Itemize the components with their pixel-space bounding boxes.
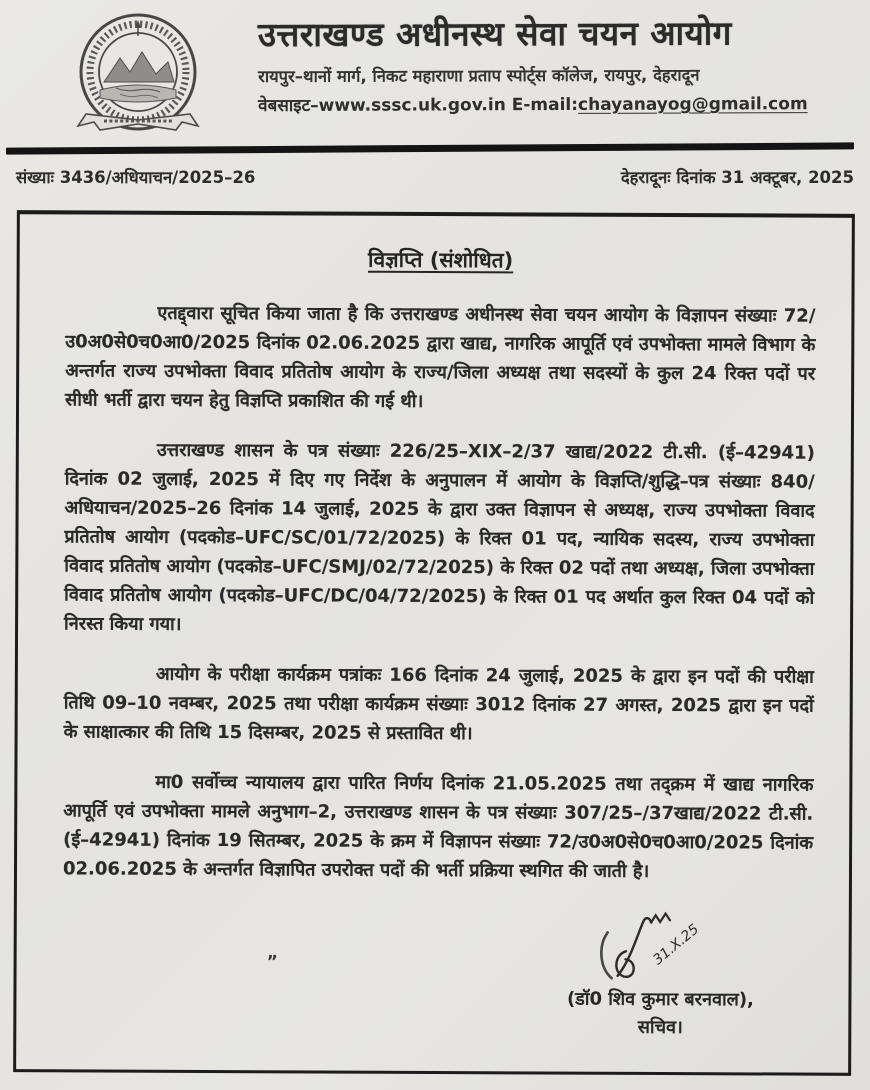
signatory-name: (डॉ0 शिव कुमार बरनवाल), [566,988,754,1011]
letterhead [0,0,870,140]
email-label: E-mail: [511,94,579,116]
notice-paragraph-1: एतद्द्वारा सूचित किया जाता है कि उत्तराखण्ड अधीनस्थ सेवा चयन आयोग के विज्ञापन संख्याः 72/उ0अ0से0च0आ0/2025 दिनांक 02.06.2025 द्वारा खाद्य, नागरिक आपूर्ति एवं उपभोक्ता मामले विभाग के अन्तर्गत राज्य उपभोक्ता विवाद प्रतितोष आयोग के राज्य/जिला अध्यक्ष तथा सदस्यों के कुल 24 रिक्त पदों पर सीधी भर्ती द्वारा चयन हेतु विज्ञप्ति प्रकाशित की गई थी। [65,302,816,412]
notice-paragraph-4: मा0 सर्वोच्च न्यायालय द्वारा पारित निर्णय दिनांक 21.05.2025 तथा तद्क्रम में खाद्य नागरिक आपूर्ति एवं उपभोक्ता मामले अनुभाग–2, उत्तराखण्ड शासन के पत्र संख्याः 307/25–/37खाद्य/2022 टी.सी.(ई–42941) दिनांक 19 सितम्बर, 2025 के क्रम में विज्ञापन संख्याः 72/उ0अ0से0च0आ0/2025 दिनांक 02.06.2025 के अन्तर्गत विज्ञापित उपरोक्त पदों की भर्ती प्रक्रिया स्थगित की जाती है। [62,771,814,882]
header-divider-rule [6,142,854,154]
notice-body-box [13,210,855,1076]
org-name: उत्तराखण्ड अधीनस्थ सेवा चयन आयोग [257,13,732,55]
letterhead-text [258,9,858,116]
notice-paragraph-3: आयोग के परीक्षा कार्यक्रम पत्रांकः 166 दिनांक 24 जुलाई, 2025 के द्वारा इन पदों की परीक्षा तिथि 09–10 नवम्बर, 2025 तथा परीक्षा कार्यक्रम संख्याः 3012 दिनांक 27 अगस्त, 2025 द्वारा इन पदों के साक्षात्कार की तिथि 15 दिसम्बर, 2025 से प्रस्तावित थी। [63,663,814,745]
signatory-designation: सचिव। [637,1016,683,1039]
place-and-date: देहरादूनः दिनांक 31 अक्टूबर, 2025 [620,168,854,187]
notice-title: विज्ञप्ति (संशोधित) [368,247,514,273]
signature-block [520,906,801,1039]
website-text: वेबसाइट–www.sssc.uk.gov.in [258,95,506,117]
stray-quote-mark: ” [266,952,278,973]
commission-seal-logo [38,10,238,138]
org-address: रायपुर–थानों मार्ग, निकट महाराणा प्रताप स्पोर्ट्स कॉलेज, रायपुर, देहरादून [258,65,700,87]
notice-paragraph-2: उत्तराखण्ड शासन के पत्र संख्याः 226/25–XIX–2/37 खाद्य/2022 टी.सी. (ई–42941) दिनांक 02 जुलाई, 2025 में दिए गए निर्देश के अनुपालन में आयोग के विज्ञप्ति/शुद्धि–पत्र संख्याः 840/अधियाचन/2025–26 दिनांक 14 जुलाई, 2025 के द्वारा उक्त विज्ञापन से अध्यक्ष, राज्य उपभोक्ता विवाद प्रतितोष आयोग (पदकोड–UFC/SC/01/72/2025) के रिक्त 01 पद, न्यायिक सदस्य, राज्य उपभोक्ता विवाद प्रतितोष आयोग (पदकोड–UFC/SMJ/02/72/2025) के रिक्त 02 पदों तथा अध्यक्ष, जिला उपभोक्ता विवाद प्रतितोष आयोग (पदकोड–UFC/DC/04/72/2025) के रिक्त 01 पद अर्थात कुल रिक्त 04 पदों को निरस्त किया गया। [64,439,815,635]
reference-number: संख्याः 3436/अधियाचन/2025–26 [16,168,256,187]
uttarakhand-sssc-seal-icon [38,10,238,138]
signature-date-note: 31.X.25 [650,921,703,969]
reference-row [16,165,854,188]
email-link[interactable]: chayanayog@gmail.com [578,94,808,115]
org-contact-line [258,91,858,116]
signature-scribble-icon [568,901,753,991]
